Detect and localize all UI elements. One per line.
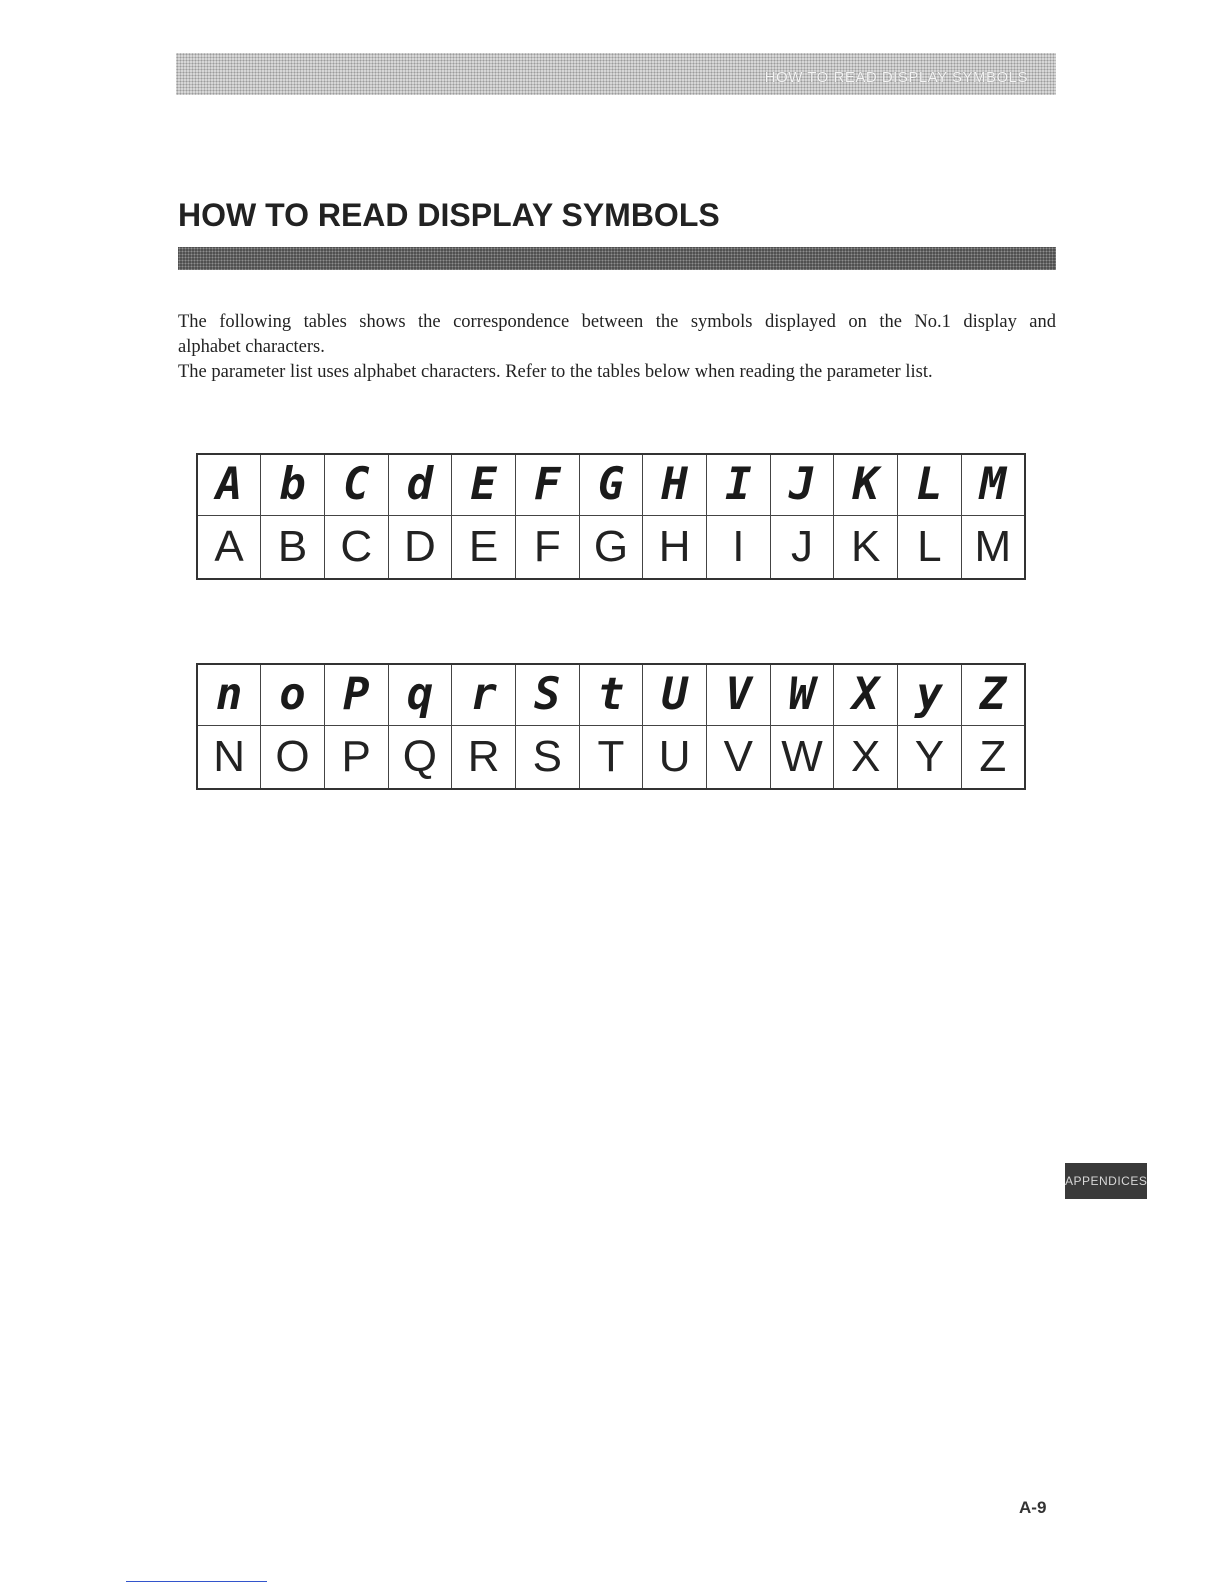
intro-line-3: The parameter list uses alphabet characters. Refer to the tables below when reading the parameter list. bbox=[178, 362, 933, 382]
alphabet-letter: B bbox=[261, 516, 325, 580]
running-header-title: HOW TO READ DISPLAY SYMBOLS bbox=[764, 69, 1028, 86]
alphabet-letter: W bbox=[770, 726, 834, 790]
display-symbol-row bbox=[197, 454, 1025, 516]
display-symbol: o bbox=[261, 664, 325, 726]
alphabet-letter-row bbox=[197, 726, 1025, 790]
display-symbol: P bbox=[324, 664, 388, 726]
display-symbol-row bbox=[197, 664, 1025, 726]
display-symbol: L bbox=[898, 454, 962, 516]
alphabet-letter: N bbox=[197, 726, 261, 790]
display-symbol: t bbox=[579, 664, 643, 726]
display-symbol: X bbox=[834, 664, 898, 726]
symbol-table-a-m bbox=[196, 453, 1026, 580]
display-symbol: b bbox=[261, 454, 325, 516]
display-symbol: M bbox=[961, 454, 1025, 516]
alphabet-letter: F bbox=[515, 516, 579, 580]
alphabet-letter: M bbox=[961, 516, 1025, 580]
display-symbol: W bbox=[770, 664, 834, 726]
alphabet-letter: S bbox=[515, 726, 579, 790]
title-underline-bar bbox=[178, 247, 1056, 270]
alphabet-letter: H bbox=[643, 516, 707, 580]
alphabet-letter-row bbox=[197, 516, 1025, 580]
display-symbol: E bbox=[452, 454, 516, 516]
display-symbol: Z bbox=[961, 664, 1025, 726]
alphabet-letter: D bbox=[388, 516, 452, 580]
display-symbol: J bbox=[770, 454, 834, 516]
display-symbol: H bbox=[643, 454, 707, 516]
display-symbol: G bbox=[579, 454, 643, 516]
alphabet-letter: A bbox=[197, 516, 261, 580]
intro-line-2: alphabet characters. bbox=[178, 337, 325, 357]
alphabet-letter: Y bbox=[898, 726, 962, 790]
alphabet-letter: E bbox=[452, 516, 516, 580]
display-symbol: U bbox=[643, 664, 707, 726]
alphabet-letter: T bbox=[579, 726, 643, 790]
intro-line-1: The following tables shows the correspondence between the symbols displayed on the No.1 display and bbox=[178, 312, 1056, 332]
display-symbol: A bbox=[197, 454, 261, 516]
display-symbol: q bbox=[388, 664, 452, 726]
display-symbol: C bbox=[324, 454, 388, 516]
alphabet-letter: I bbox=[707, 516, 771, 580]
alphabet-letter: X bbox=[834, 726, 898, 790]
display-symbol: V bbox=[707, 664, 771, 726]
appendices-tab: APPENDICES bbox=[1065, 1163, 1147, 1199]
display-symbol: K bbox=[834, 454, 898, 516]
alphabet-letter: V bbox=[707, 726, 771, 790]
alphabet-letter: U bbox=[643, 726, 707, 790]
alphabet-letter: J bbox=[770, 516, 834, 580]
page-title: HOW TO READ DISPLAY SYMBOLS bbox=[178, 197, 720, 233]
intro-text bbox=[178, 310, 1056, 385]
page-number: A-9 bbox=[1019, 1498, 1047, 1517]
alphabet-letter: O bbox=[261, 726, 325, 790]
display-symbol: r bbox=[452, 664, 516, 726]
bottom-rule bbox=[126, 1581, 267, 1582]
alphabet-letter: C bbox=[324, 516, 388, 580]
alphabet-letter: Z bbox=[961, 726, 1025, 790]
alphabet-letter: P bbox=[324, 726, 388, 790]
alphabet-letter: L bbox=[898, 516, 962, 580]
display-symbol: y bbox=[898, 664, 962, 726]
alphabet-letter: K bbox=[834, 516, 898, 580]
display-symbol: S bbox=[515, 664, 579, 726]
display-symbol: n bbox=[197, 664, 261, 726]
display-symbol: d bbox=[388, 454, 452, 516]
display-symbol: I bbox=[707, 454, 771, 516]
alphabet-letter: G bbox=[579, 516, 643, 580]
display-symbol: F bbox=[515, 454, 579, 516]
running-header-band bbox=[176, 53, 1056, 95]
alphabet-letter: Q bbox=[388, 726, 452, 790]
alphabet-letter: R bbox=[452, 726, 516, 790]
symbol-table-n-z bbox=[196, 663, 1026, 790]
